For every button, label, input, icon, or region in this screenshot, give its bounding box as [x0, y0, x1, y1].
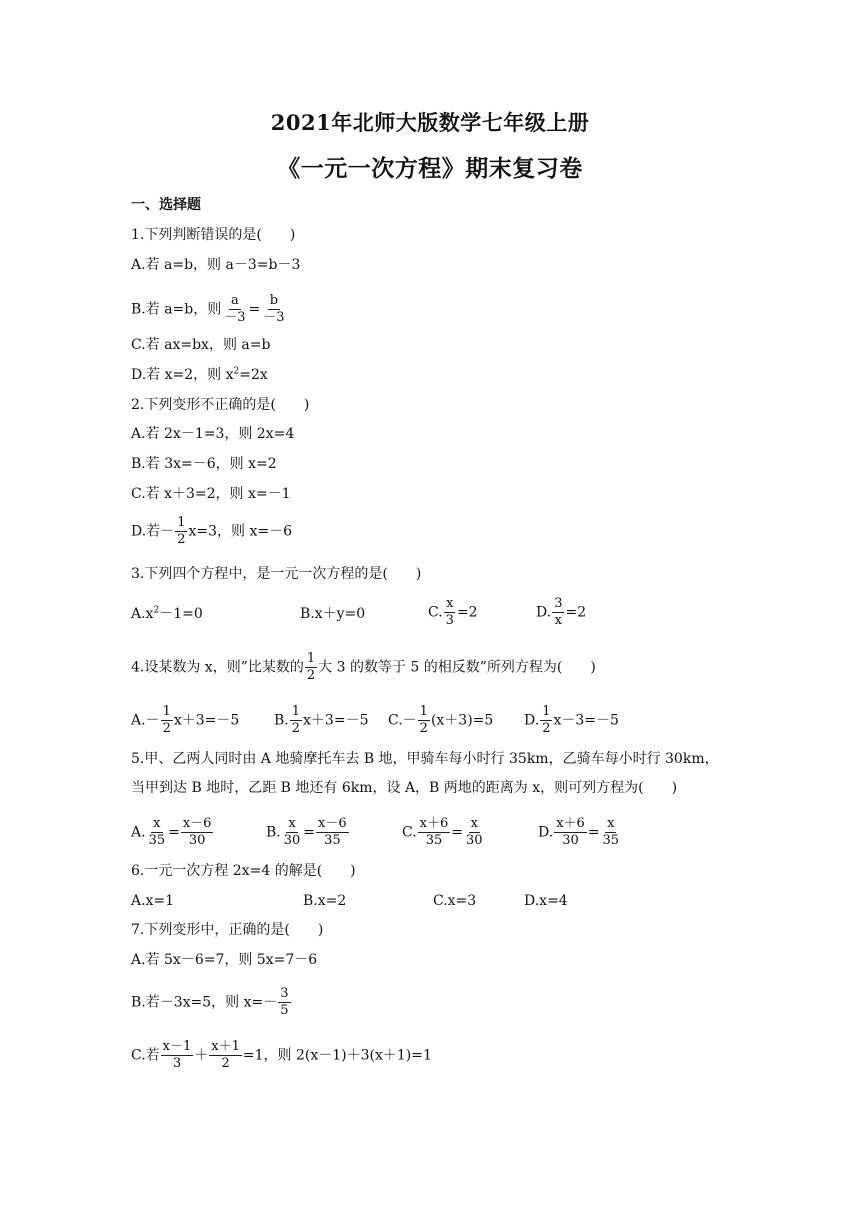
question-1-option-d: D.若 x=2，则 $x^2=2x$: [131, 366, 268, 383]
fraction: $\frac{1}{2}$: [306, 651, 316, 683]
fraction: $\frac{1}{2}$: [419, 704, 428, 736]
fraction: $\frac{x-6}{35}$: [318, 816, 347, 848]
question-7-stem: 7.下列变形中，正确的是( ): [131, 922, 324, 938]
fraction: $\frac{3}{x}$: [554, 596, 563, 628]
question-3-stem: 3.下列四个方程中，是一元一次方程的是( ): [131, 566, 422, 582]
question-2-stem: 2.下列变形不正确的是( ): [131, 397, 310, 413]
fraction: $\frac{x+1}{2}$: [211, 1039, 240, 1071]
question-6-stem: 6.一元一次方程 2x=4 的解是( ): [131, 863, 356, 879]
document-subtitle: 《一元一次方程》期末复习卷: [277, 155, 583, 182]
question-6-option-a: A.x=1: [131, 893, 175, 909]
question-5-stem-line-2: 当甲到达 B 地时，乙距 B 地还有 6km，设 A，B 两地的距离为 x，则可列方程为( ): [131, 780, 678, 796]
question-1-option-b: B.若 a=b，则 $\frac{a}{-3}$ = $\frac{b}{-3}$: [131, 293, 285, 325]
question-5-stem-line-1: 5.甲、乙两人同时由 A 地骑摩托车去 B 地，甲骑车每小时行 35km，乙骑车每小时行 30km，: [131, 751, 719, 767]
fraction: $\frac{3}{5}$: [280, 986, 289, 1018]
question-3-option-b: B.x＋y=0: [300, 606, 366, 622]
fraction: $\frac{x-6}{30}$: [182, 816, 212, 848]
question-5-option-c: C. $\frac{x+6}{35}$ = $\frac{x}{30}$: [402, 816, 483, 848]
question-7-option-c: C.若 $\frac{x-1}{3}$ ＋ $\frac{x+1}{2}$ =1，则 2(x－1)＋3(x＋1)=1: [131, 1039, 432, 1071]
question-3-option-a: $A.x^2-1=0$: [131, 605, 203, 622]
question-4-option-d: D. $\frac{1}{2}$ x－3=－5: [524, 704, 619, 736]
question-6-option-b: B.x=2: [303, 893, 347, 909]
question-4-option-b: B. $\frac{1}{2}$ x＋3=－5: [274, 704, 369, 736]
question-6-option-c: C.x=3: [433, 893, 477, 909]
question-5-option-b: B. $\frac{x}{30}$ = $\frac{x-6}{35}$: [266, 816, 347, 848]
fraction: $\frac{1}{2}$: [177, 515, 186, 547]
question-1-option-a: A.若 a=b，则 a－3=b－3: [131, 257, 301, 273]
fraction: $\frac{x}{35}$: [148, 816, 166, 848]
fraction: $\frac{1}{2}$: [291, 704, 301, 736]
question-7-option-a: A.若 5x－6=7，则 5x=7－6: [131, 952, 318, 968]
fraction: $\frac{x}{35}$: [602, 816, 620, 848]
question-1-option-c: C.若 ax=bx，则 a=b: [131, 337, 271, 353]
question-2-option-c: C.若 x＋3=2，则 x=－1: [131, 486, 291, 502]
question-2-option-b: B.若 3x=－6，则 x=2: [131, 456, 277, 472]
fraction: $\frac{x+6}{35}$: [419, 816, 449, 848]
fraction: $\frac{x-1}{3}$: [162, 1039, 192, 1071]
document-title: 2021年北师大版数学七年级上册: [270, 110, 590, 135]
fraction: $\frac{x}{3}$: [445, 596, 454, 628]
question-3-option-d: D. $\frac{3}{x}$ =2: [536, 596, 587, 628]
question-4-option-c: C.－ $\frac{1}{2}$ (x＋3)=5: [388, 704, 494, 736]
question-5-option-d: D. $\frac{x+6}{30}$ = $\frac{x}{35}$: [538, 816, 620, 848]
question-4-option-a: A.－ $\frac{1}{2}$ x＋3=－5: [131, 704, 240, 736]
question-2-option-d: D.若－ $\frac{1}{2}$ x=3，则 x=－6: [131, 515, 292, 547]
fraction: $\frac{a}{-3}$: [224, 293, 246, 325]
fraction: $\frac{x+6}{30}$: [556, 816, 585, 848]
fraction: $\frac{1}{2}$: [162, 704, 171, 736]
question-5-option-a: A. $\frac{x}{35}$ = $\frac{x-6}{30}$: [131, 816, 212, 848]
question-4-stem: 4.设某数为 x，则”比某数的 $\frac{1}{2}$ 大 3 的数等于 5 的相反数”所列方程为( ): [131, 651, 596, 683]
question-2-option-a: A.若 2x－1=3，则 2x=4: [131, 426, 295, 442]
fraction: $\frac{b}{-3}$: [263, 293, 285, 325]
question-7-option-b: B.若－3x=5，则 x=－ $\frac{3}{5}$: [131, 986, 289, 1018]
fraction: $\frac{1}{2}$: [542, 704, 551, 736]
fraction: $\frac{x}{30}$: [283, 816, 301, 848]
question-3-option-c: C. $\frac{x}{3}$ =2: [428, 596, 478, 628]
question-6-option-d: D.x=4: [524, 893, 568, 909]
section-heading: 一、选择题: [131, 197, 201, 213]
question-1-stem: 1.下列判断错误的是( ): [131, 227, 296, 243]
fraction: $\frac{x}{30}$: [466, 816, 483, 848]
